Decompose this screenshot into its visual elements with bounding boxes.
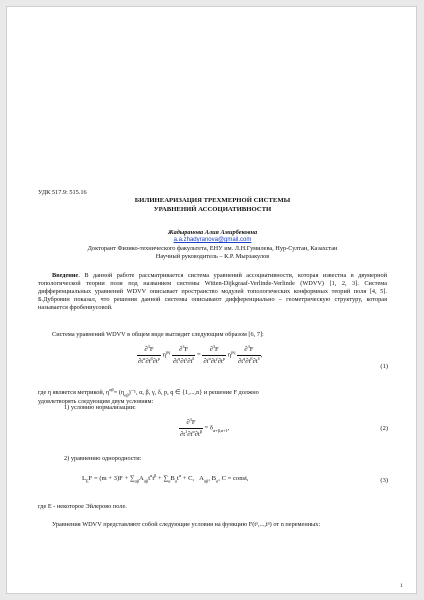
- system-intro: Система уравнений WDVV в общем виде выглядит следующим образом [6, 7]:: [52, 331, 264, 338]
- euler-text: где E - некоторое Эйлерово поле.: [38, 503, 127, 510]
- author-name: Жадыранова Алия Амирбековна: [167, 229, 258, 236]
- equation-2: $\frac{\partial^3F}{\partial t^1\partial t^\alpha\partial t^\beta}$ = $\delta_{\alpha+\beta,n+1}$,: [180, 417, 230, 438]
- equation-3: $L_EF = (m + 3)F + \sum_{\alpha\beta}A_{\alpha\beta}t^\alpha t^\beta + \sum_\alpha B_\alpha t^\alpha + C$, $A_{\alpha\beta}$, $B_\alpha$, C = const,: [82, 473, 249, 484]
- where-paragraph: где η является метрикой, $\eta^{\alpha\beta}= (\eta_{\alpha\beta})^{-1}$, α, β, γ, δ, p, q ∈ {1,...,n} и решение F должно удовлетворять следующим двум условиям:: [38, 387, 387, 406]
- supervisor: Научный руководитель – К.Р. Мырзакулов: [155, 252, 270, 260]
- author-block: [7, 229, 418, 261]
- title-line-2: УРАВНЕНИЙ АССОЦИАТИВНОСТИ: [153, 205, 272, 213]
- metric-tail: = (η: [113, 389, 125, 397]
- equation-2-number: (2): [380, 425, 388, 432]
- equation-1: $\frac{\partial^3F}{\partial t^\alpha\partial t^\beta\partial t^p}$ $\eta^{pq}$ $\frac{\partial^3F}{\partial t^q\partial t^\gamma\partial t^\delta}$ = $\frac{\partial^3F}{\partial t^\alpha\partial t^\gamma\partial t^p}$ $\eta^{pq}$ $\frac{\partial^3F}{\partial t^q\partial t^\beta\partial t^\delta}$ ,: [138, 344, 263, 365]
- author-affiliation: Докторант Физико-технического факультета, ЕНУ им. Л.Н.Гумилева, Нур-Султан, Казахстан: [87, 244, 338, 252]
- document-page: [6, 6, 417, 594]
- udk-code: УДК 517.9: 515.16: [38, 189, 87, 196]
- condition-2: 2) уравнению однородности:: [64, 455, 142, 462]
- author-email[interactable]: a.a.zhadyranova@gmail.com: [173, 237, 252, 244]
- page-number: 1: [400, 583, 403, 589]
- metric-text: где η является метрикой, η: [38, 389, 110, 397]
- condition-1: 1) условию нормализации:: [64, 404, 136, 411]
- final-paragraph: Уравнения WDVV представляют собой следующие условия на функцию F(t¹,...,tⁿ) от n переменных:: [52, 521, 321, 528]
- metric-tail-2: )⁻¹, α, β, γ, δ, p, q ∈ {1,...,n} и решение F должно: [128, 389, 259, 397]
- intro-text: . В данной работе рассматривается система уравнений ассоциативности, которая известна в двумерной топологической теории поля под названием системы Witten-Dijkgraaf-Verlinde-Verlinde (WDVV) [1, 2, 3]. Система дифференциальных уравнений WDVV описывает пространство модулей топологических конформных теорий поля [4, 5]. Б.Дубровин показал, что решения данной системы описывают дифференциально – геометрическую структуру, которая называется фробениусовой.: [38, 272, 387, 312]
- equation-3-number: (3): [380, 477, 388, 484]
- equation-1-number: (1): [380, 363, 388, 370]
- paper-title: [7, 197, 418, 214]
- title-line-1: БИЛИНЕАРИЗАЦИЯ ТРЕХМЕРНОЙ СИСТЕМЫ: [134, 197, 291, 204]
- conditions-text: удовлетворять следующим двум условиям:: [38, 397, 154, 405]
- intro-label: Введение: [52, 272, 79, 279]
- intro-paragraph: [38, 272, 387, 312]
